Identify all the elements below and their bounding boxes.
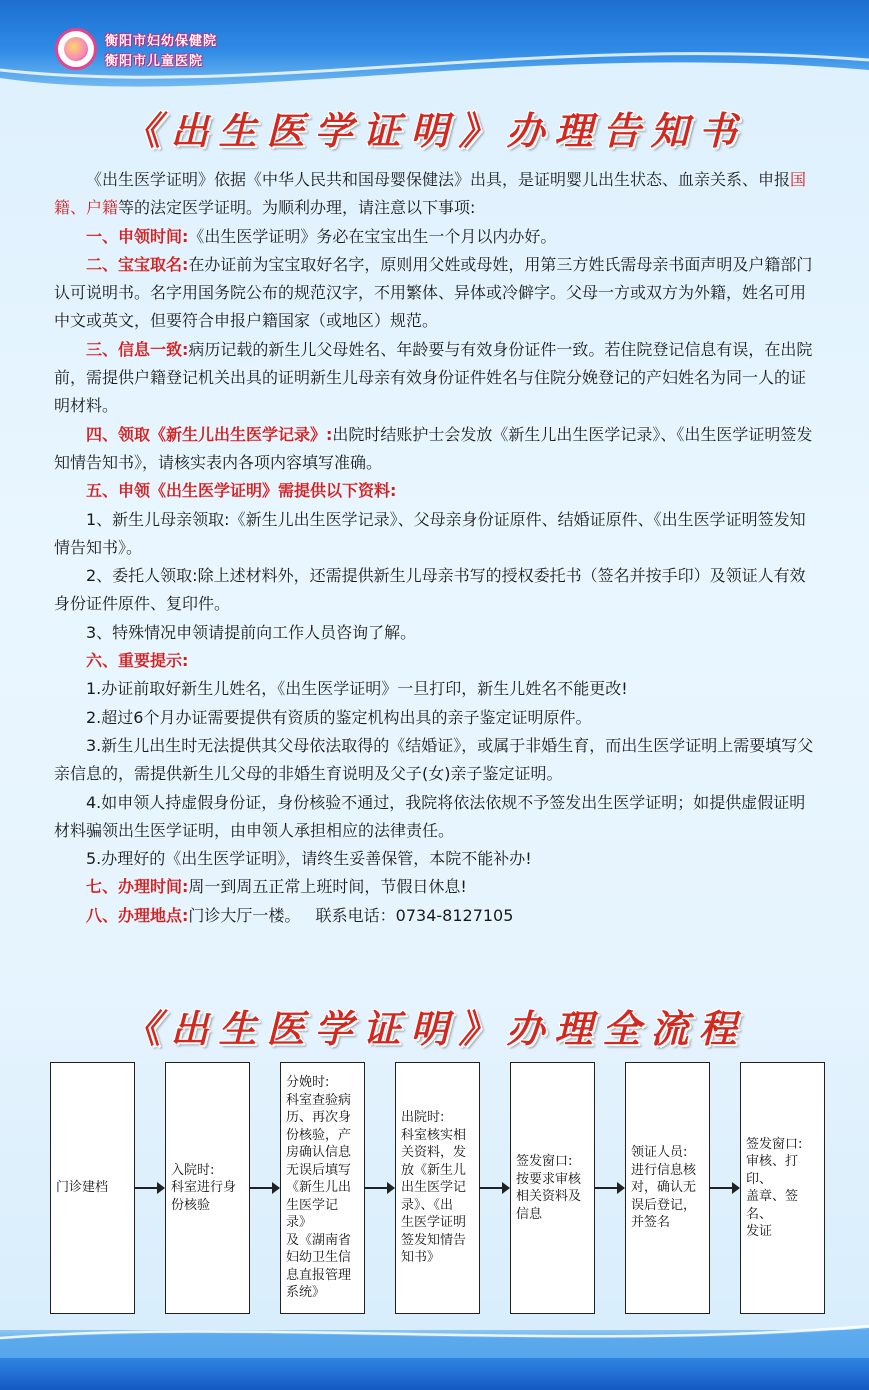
flow-step-4-text: 出院时: 科室核实相 关资料，发 放《新生儿 出生医学记 录》、《出 生医学证明 签发知情告 知书》	[401, 1110, 467, 1266]
flow-arrow-icon	[250, 1187, 279, 1189]
flow-step-1-text: 门诊建档	[56, 1180, 109, 1196]
section-5-heading: 五、申领《出生医学证明》需提供以下资料:	[86, 481, 397, 501]
section-5	[54, 477, 818, 505]
section-4	[54, 421, 818, 478]
section-6-item: 1.办证前取好新生儿姓名，《出生医学证明》一旦打印，新生儿姓名不能更改!	[86, 679, 628, 699]
section-2-text: 在办证前为宝宝取好名字，原则用父姓或母姓，用第三方姓氏需母亲书面声明及户籍部门认可说明书。名字用国务院公布的规范汉字，不用繁体、异体或冷僻字。父母一方或双方为外籍，姓名可用中文或英文，但要符合申报户籍国家（或地区）规范。	[54, 254, 813, 331]
section-8	[54, 902, 818, 930]
section-6-item: 2.超过6个月办证需要提供有资质的鉴定机构出具的亲子鉴定证明原件。	[86, 707, 592, 727]
hospital-logo	[55, 28, 97, 70]
flow-arrow-icon	[365, 1187, 394, 1189]
flow-arrow-icon	[480, 1187, 509, 1189]
flow-title: 《出生医学证明》办理全流程	[122, 1006, 747, 1051]
flow-step-3-text: 分娩时: 科室查验病 历、再次身 份核验，产 房确认信息 无误后填写 《新生儿出 生医学记录》 及《湖南省 妇幼卫生信 息直报管理 系统》	[286, 1075, 352, 1301]
section-2	[54, 251, 818, 336]
flow-step-2-text: 入院时: 科室进行身 份核验	[171, 1162, 237, 1213]
section-6-item: 4.如申领人持虚假身份证，身份核验不通过，我院将依法依规不予签发出生医学证明；如提供虚假证明材料骗领出生医学证明，由申领人承担相应的法律责任。	[54, 792, 806, 840]
bottom-wave-decoration	[0, 1318, 869, 1358]
flow-step-7	[740, 1062, 825, 1314]
section-1-heading: 一、申领时间:	[86, 226, 189, 246]
hospital-name-2: 衡阳市儿童医院	[105, 54, 204, 69]
notice-title: 《出生医学证明》办理告知书	[122, 108, 747, 153]
section-3-text: 病历记载的新生儿父母姓名、年龄要与有效身份证件一致。若住院登记信息有误，在出院前，需提供户籍登记机关出具的证明新生儿母亲有效身份证件姓名与住院分娩登记的产妇姓名为同一人的证明材料。	[54, 339, 813, 416]
flow-arrow-icon	[135, 1187, 164, 1189]
hospital-name-1: 衡阳市妇幼保健院	[105, 34, 218, 49]
flow-step-3	[280, 1062, 365, 1314]
section-7	[54, 873, 818, 901]
flow-step-1	[50, 1062, 135, 1314]
section-4-text: 出院时结账护士会发放《新生儿出生医学记录》、《出生医学证明签发知情告知书》，请核实表内各项内容填写准确。	[54, 424, 813, 472]
flow-step-6	[625, 1062, 710, 1314]
section-6-item: 5.办理好的《出生医学证明》，请终生妥善保管，本院不能补办!	[86, 849, 532, 869]
intro-text-a: 《出生医学证明》依据《中华人民共和国母婴保健法》出具，是证明婴儿出生状态、血亲关系、申报	[86, 170, 791, 189]
flow-step-4	[395, 1062, 480, 1314]
flow-step-7-text: 签发窗口: 审核、打印、 盖章、签名、 发证	[746, 1136, 803, 1239]
section-6-item: 3.新生儿出生时无法提供其父母依法取得的《结婚证》，或属于非婚生育，而出生医学证明上需要填写父亲信息的，需提供新生儿父母的非婚生育说明及父子(女)亲子鉴定证明。	[54, 735, 814, 784]
section-5-item: 1、新生儿母亲领取:《新生儿出生医学记录》、父母亲身份证原件、结婚证原件、《出生医学证明签发知情告知书》。	[54, 509, 806, 557]
intro-text-c: 等的法定医学证明。为顺利办理，请注意以下事项:	[118, 198, 476, 218]
section-3-heading: 三、信息一致:	[86, 339, 189, 359]
section-6	[54, 647, 818, 675]
flow-arrow-icon	[710, 1187, 739, 1189]
intro-highlight: 国籍、户籍	[54, 170, 807, 218]
section-1	[54, 223, 818, 251]
flow-arrow-icon	[595, 1187, 624, 1189]
section-3	[54, 336, 818, 421]
flow-step-5-text: 签发窗口: 按要求审核 相关资料及 信息	[516, 1154, 582, 1222]
section-7-text: 周一到周五正常上班时间，节假日休息!	[188, 877, 467, 897]
section-1-text: 《出生医学证明》务必在宝宝出生一个月以内办好。	[188, 226, 557, 246]
notice-body	[54, 166, 818, 930]
section-4-heading: 四、领取《新生儿出生医学记录》:	[86, 424, 333, 444]
section-8-text: 门诊大厅一楼。 联系电话：0734-8127105	[188, 905, 514, 925]
flow-step-5	[510, 1062, 595, 1314]
flow-step-6-text: 领证人员: 进行信息核 对，确认无 误后登记， 并签名	[631, 1145, 697, 1231]
section-5-item: 3、特殊情况申领请提前向工作人员咨询了解。	[86, 622, 417, 642]
section-8-heading: 八、办理地点:	[86, 905, 189, 925]
flow-step-2	[165, 1062, 250, 1314]
section-5-item: 2、委托人领取:除上述材料外，还需提供新生儿母亲书写的授权委托书（签名并按手印）及领证人有效身份证件原件、复印件。	[54, 566, 806, 614]
intro-paragraph	[54, 166, 818, 223]
section-6-heading: 六、重要提示:	[86, 651, 189, 671]
section-2-heading: 二、宝宝取名:	[86, 254, 189, 274]
section-7-heading: 七、办理时间:	[86, 877, 189, 897]
